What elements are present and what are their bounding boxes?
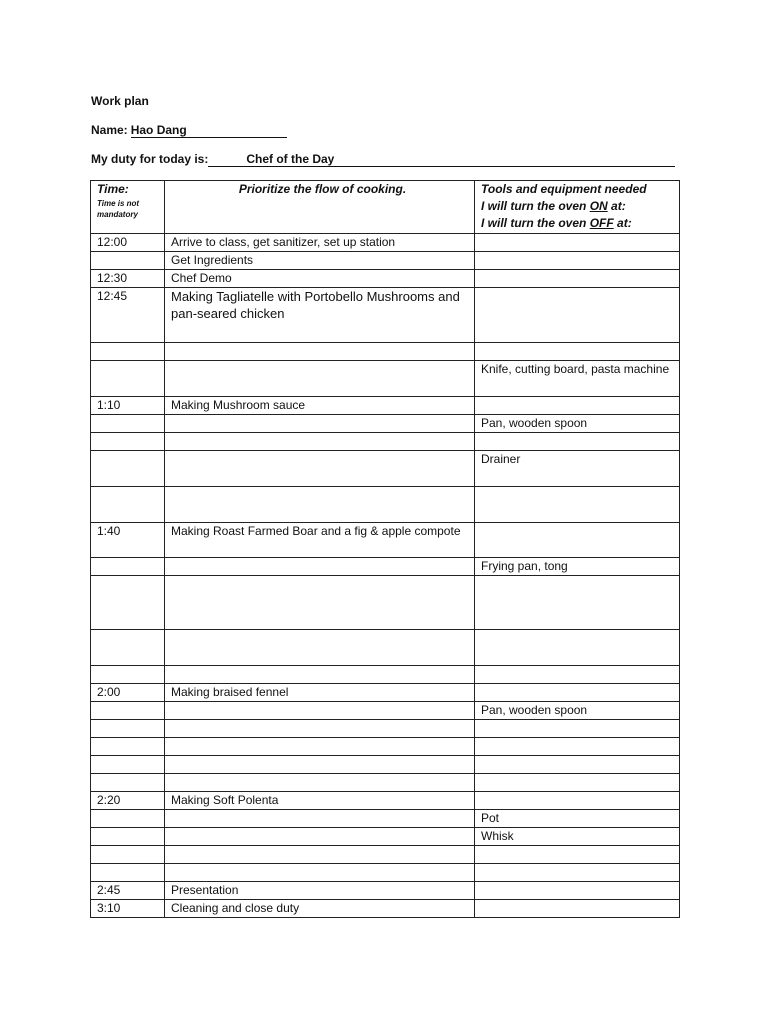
name-value: Hao Dang: [131, 123, 287, 138]
time-cell: [91, 361, 165, 397]
tools-cell: Frying pan, tong: [475, 558, 680, 576]
time-cell: 12:30: [91, 270, 165, 288]
time-cell: [91, 738, 165, 756]
task-cell: [165, 666, 475, 684]
task-cell: Making Roast Farmed Boar and a fig & apple compote: [165, 523, 475, 558]
table-row: [91, 288, 680, 343]
tools-cell: [475, 270, 680, 288]
tools-cell: [475, 343, 680, 361]
oven-off-pre: I will turn the oven: [481, 216, 590, 230]
tools-cell: [475, 684, 680, 702]
tools-cell: [475, 576, 680, 630]
header-flow: Prioritize the flow of cooking.: [165, 181, 475, 234]
header-time-note-2: mandatory: [97, 210, 138, 219]
table-row: [91, 630, 680, 666]
header-oven-off: [481, 215, 679, 232]
task-cell: Making Mushroom sauce: [165, 397, 475, 415]
tools-cell: [475, 433, 680, 451]
table-row: [91, 252, 680, 270]
oven-on-word: ON: [589, 199, 608, 213]
table-row: [91, 451, 680, 487]
tools-cell: [475, 666, 680, 684]
task-cell: [165, 576, 475, 630]
table-row: [91, 792, 680, 810]
table-row: [91, 810, 680, 828]
table-row: [91, 666, 680, 684]
task-cell: Making Soft Polenta: [165, 792, 475, 810]
header-tools: Tools and equipment needed: [481, 182, 647, 196]
table-row: [91, 864, 680, 882]
table-row: [91, 270, 680, 288]
task-cell: [165, 864, 475, 882]
time-cell: [91, 774, 165, 792]
task-cell: [165, 756, 475, 774]
table-row: [91, 415, 680, 433]
tools-cell: [475, 756, 680, 774]
tools-cell: [475, 630, 680, 666]
table-row: [91, 576, 680, 630]
tools-cell: [475, 900, 680, 918]
time-cell: [91, 343, 165, 361]
tools-cell: [475, 864, 680, 882]
time-cell: [91, 702, 165, 720]
task-cell: Chef Demo: [165, 270, 475, 288]
table-row: [91, 523, 680, 558]
table-row: [91, 828, 680, 846]
task-cell: Making braised fennel: [165, 684, 475, 702]
table-row: [91, 720, 680, 738]
time-cell: [91, 630, 165, 666]
table-row: [91, 756, 680, 774]
tools-cell: [475, 234, 680, 252]
tools-cell: [475, 523, 680, 558]
header-time: Time:: [97, 182, 129, 196]
time-cell: 1:10: [91, 397, 165, 415]
time-cell: [91, 487, 165, 523]
task-cell: Get Ingredients: [165, 252, 475, 270]
time-cell: [91, 756, 165, 774]
tools-cell: Drainer: [475, 451, 680, 487]
tools-cell: [475, 792, 680, 810]
task-cell: [165, 810, 475, 828]
tools-cell: [475, 882, 680, 900]
task-cell: [165, 702, 475, 720]
table-row: [91, 234, 680, 252]
duty-value: Chef of the Day: [208, 152, 675, 167]
oven-on-pre: I will turn the oven: [481, 199, 590, 213]
tools-cell: Knife, cutting board, pasta machine: [475, 361, 680, 397]
task-cell: [165, 343, 475, 361]
time-cell: [91, 828, 165, 846]
task-cell: [165, 558, 475, 576]
task-cell: [165, 846, 475, 864]
table-row: [91, 558, 680, 576]
time-cell: [91, 846, 165, 864]
table-header-row: [91, 181, 680, 234]
tools-cell: Pan, wooden spoon: [475, 415, 680, 433]
task-cell: [165, 774, 475, 792]
task-cell: [165, 433, 475, 451]
time-cell: 2:00: [91, 684, 165, 702]
duty-line: [91, 152, 675, 167]
tools-cell: Pan, wooden spoon: [475, 702, 680, 720]
oven-off-post: at:: [613, 216, 632, 230]
task-cell: [165, 738, 475, 756]
task-cell: [165, 361, 475, 397]
table-row: [91, 397, 680, 415]
time-cell: [91, 558, 165, 576]
time-cell: 12:45: [91, 288, 165, 343]
task-cell: Arrive to class, get sanitizer, set up station: [165, 234, 475, 252]
tools-cell: [475, 738, 680, 756]
time-cell: 2:45: [91, 882, 165, 900]
table-row: [91, 684, 680, 702]
table-row: [91, 738, 680, 756]
task-cell: Making Tagliatelle with Portobello Mushrooms and pan-seared chicken: [165, 288, 475, 343]
duty-label: My duty for today is:: [91, 152, 209, 166]
tools-cell: Whisk: [475, 828, 680, 846]
task-cell: Cleaning and close duty: [165, 900, 475, 918]
time-cell: [91, 720, 165, 738]
header-time-cell: [91, 181, 165, 234]
time-cell: [91, 252, 165, 270]
tools-cell: [475, 720, 680, 738]
header-oven-on: [481, 198, 679, 215]
work-plan-table: [90, 180, 680, 918]
time-cell: 2:20: [91, 792, 165, 810]
name-line: [91, 123, 287, 138]
oven-on-post: at:: [607, 199, 626, 213]
task-cell: [165, 630, 475, 666]
task-cell: [165, 415, 475, 433]
table-row: [91, 900, 680, 918]
time-cell: [91, 810, 165, 828]
table-row: [91, 343, 680, 361]
time-cell: 3:10: [91, 900, 165, 918]
table-row: [91, 702, 680, 720]
tools-cell: [475, 288, 680, 343]
table-row: [91, 433, 680, 451]
table-row: [91, 361, 680, 397]
tools-cell: [475, 774, 680, 792]
table-row: [91, 846, 680, 864]
table-row: [91, 487, 680, 523]
time-cell: [91, 666, 165, 684]
time-cell: [91, 415, 165, 433]
oven-off-word: OFF: [589, 216, 614, 230]
task-cell: [165, 720, 475, 738]
task-cell: Presentation: [165, 882, 475, 900]
task-cell: [165, 451, 475, 487]
time-cell: [91, 864, 165, 882]
task-cell: [165, 487, 475, 523]
header-tools-cell: [475, 181, 680, 234]
time-cell: 1:40: [91, 523, 165, 558]
time-cell: [91, 576, 165, 630]
time-cell: 12:00: [91, 234, 165, 252]
name-label: Name:: [91, 123, 128, 137]
table-row: [91, 882, 680, 900]
document-title: Work plan: [91, 94, 149, 108]
tools-cell: Pot: [475, 810, 680, 828]
tools-cell: [475, 487, 680, 523]
table-row: [91, 774, 680, 792]
time-cell: [91, 433, 165, 451]
tools-cell: [475, 397, 680, 415]
tools-cell: [475, 846, 680, 864]
time-cell: [91, 451, 165, 487]
tools-cell: [475, 252, 680, 270]
header-time-note-1: Time is not: [97, 199, 140, 208]
task-cell: [165, 828, 475, 846]
